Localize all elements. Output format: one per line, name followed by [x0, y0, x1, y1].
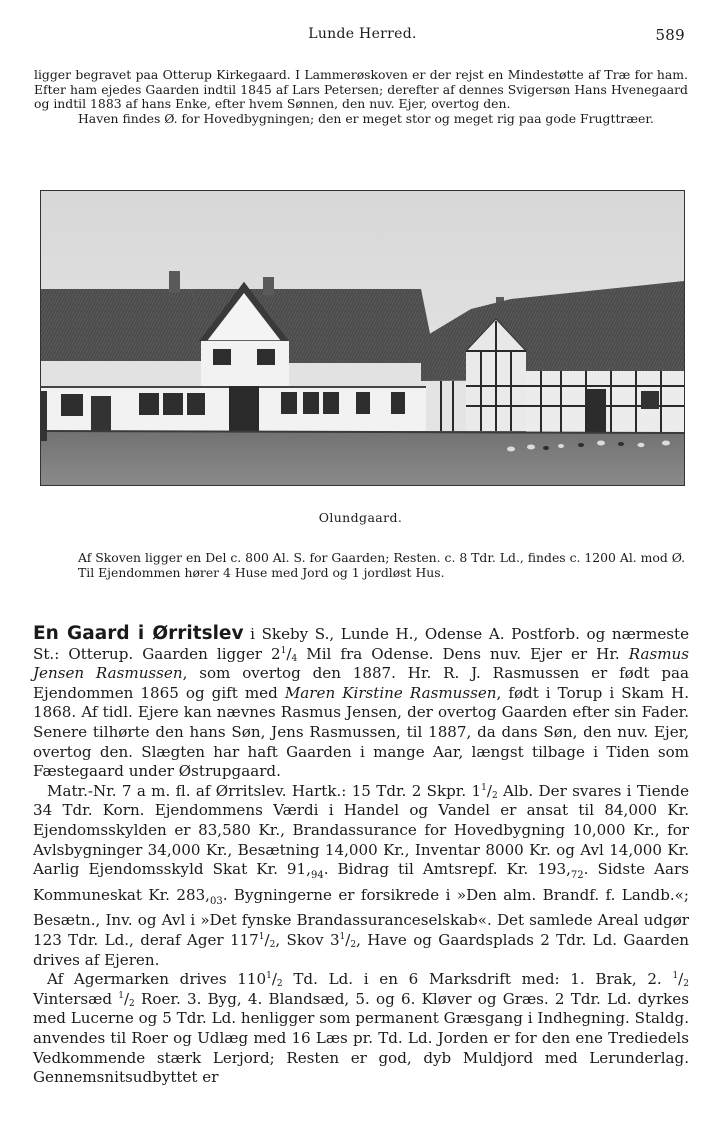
- entry-paragraph-3: [33, 970, 689, 1088]
- fraction-denominator: 2: [276, 979, 283, 990]
- running-head-title: Lunde Herred.: [308, 26, 417, 42]
- fraction: $^1/_2$: [118, 989, 135, 1009]
- text-run: Mil fra Odense. Dens nuv. Ejer er Hr.: [297, 644, 629, 663]
- fraction-denominator: 2: [491, 790, 498, 801]
- decimal-subscript: 72: [570, 870, 584, 882]
- fraction: $^1/_2$: [339, 930, 357, 950]
- entry-paragraph-2: [33, 782, 689, 970]
- page-number: 589: [655, 26, 685, 44]
- farm-photograph-illustration: [41, 191, 684, 485]
- intro-paragraph-1: ligger begravet paa Otterup Kirkegaard. I Lammerøskoven er der rejst en Mindestøtte af Træ for ham. Efter ham ejedes Gaarden indtil 1845 af Lars Petersen; derefter af dennes Svigersøn Hans Hvenegaard og indtil 1883 af hans Enke, efter hvem Sønnen, den nuv. Ejer, overtog den.: [34, 67, 688, 111]
- text-run: . Sidste Aars Kommuneskat Kr. 283,: [33, 860, 689, 904]
- running-head: [40, 26, 685, 46]
- fraction-numerator: 1: [118, 990, 124, 1001]
- fraction: $^1/_4$: [280, 644, 298, 664]
- fraction-numerator: 1: [258, 931, 265, 942]
- intro-paragraph-2: Haven findes Ø. for Hovedbygningen; den er meget stor og meget rig paa gode Frugttræer.: [78, 110, 654, 126]
- text-run: i Skeby S., Lunde H., Odense A. Postforb. og nærmeste St.: Otterup. Gaarden ligger 2: [33, 625, 689, 663]
- text-run: , Have og Gaardsplads 2 Tdr. Ld. Gaarden drives af Ejeren.: [33, 930, 689, 969]
- text-run: . Bidrag til Amtsrepf. Kr. 193,: [323, 860, 571, 879]
- text-run: , som overtog den 1887. Hr. R. J. Rasmussen er født paa Ejendommen 1865 og gift med: [33, 664, 689, 702]
- fraction: $^1/_2$: [258, 930, 276, 950]
- decimal-subscript: 94: [310, 870, 324, 882]
- fraction-numerator: 1: [266, 971, 272, 982]
- text-run: Af Agermarken drives 110: [47, 970, 267, 989]
- text-run: Alb. Der svares i Tiende 34 Tdr. Korn. Ejendommens Værdi i Handel og Vandel er ansat til 84,000 Kr. Ejendomsskylden er 83,580 Kr., Brandassurance for Hovedbygning 10,000 Kr., for Avlsbygninger 34,000 Kr., Besætning 14,000 Kr., Inventar 8000 Kr. og Avl 14,000 Kr. Aarlig Ejendomsskyld Skat Kr. 91,: [33, 781, 689, 879]
- entry-heading: En Gaard i Ørritslev: [33, 623, 244, 644]
- fraction-numerator: 1: [481, 782, 487, 793]
- fraction-denominator: 2: [683, 979, 689, 990]
- post-photo-text: [34, 551, 688, 580]
- fraction-numerator: 1: [280, 645, 287, 656]
- fraction-denominator: 2: [129, 998, 135, 1009]
- text-run: . Bygningerne er forsikrede i »Den alm. Brandf. f. Landb.«; Besætn., Inv. og Avl i »Det fynske Brandassuranceselskab«. Det samlede Areal udgør 123 Tdr. Ld., deraf Ager 117: [33, 885, 689, 949]
- fraction: $^1/_2$: [672, 970, 689, 990]
- fraction-numerator: 1: [339, 931, 346, 942]
- farm-photograph: [40, 190, 685, 486]
- intro-text: [34, 68, 688, 126]
- fraction-denominator: 4: [291, 653, 298, 664]
- text-run: Roer. 3. Byg, 4. Blandsæd, 5. og 6. Kløver og Græs. 2 Tdr. Ld. dyrkes med Lucerne og 5 Tdr. Ld. henligger som permanent Græsgang i Indhegning. Staldg. anvendes til Roer og Udlæg med 16 Læs pr. Td. Ld. Jorden er for den ene Trediedels Vedkommende stærk Lerjord; Resten er god, dyb Muldjord med Lerunderlag. Gennemsnitsudbyttet er: [33, 989, 689, 1087]
- entry-paragraph-1: [33, 624, 689, 782]
- wife-name: Maren Kirstine Rasmussen: [284, 683, 497, 702]
- owner-name: Rasmus Jensen Rasmussen: [33, 644, 689, 683]
- fraction-numerator: 1: [672, 971, 679, 982]
- text-run: Td. Ld. i en 6 Marksdrift med: 1. Brak, 2.: [282, 970, 673, 989]
- photo-caption: Olundgaard.: [318, 510, 403, 525]
- fraction: $^1/_2$: [481, 781, 498, 801]
- text-run: , Skov 3: [275, 930, 340, 949]
- text-run: Vintersæd: [33, 989, 119, 1008]
- fraction-denominator: 2: [269, 939, 276, 950]
- main-entry: [33, 624, 689, 1088]
- decimal-subscript: 03: [209, 895, 223, 907]
- fraction: $^1/_2$: [266, 970, 283, 990]
- text-run: Matr.-Nr. 7 a m. fl. af Ørritslev. Hartk.: 15 Tdr. 2 Skpr. 1: [47, 781, 482, 800]
- forest-paragraph: Af Skoven ligger en Del c. 800 Al. S. for Gaarden; Resten. c. 8 Tdr. Ld., findes c. 1200 Al. mod Ø.: [78, 550, 686, 565]
- fraction-denominator: 2: [350, 939, 357, 950]
- houses-paragraph: Til Ejendommen hører 4 Huse med Jord og 1 jordløst Hus.: [78, 564, 445, 580]
- text-run: , født i Torup i Skam H. 1868. Af tidl. Ejere kan nævnes Rasmus Jensen, der overtog Gaarden efter sin Fader. Senere tilhørte den hans Søn, Jens Rasmussen, til 1887, da dans Søn, den nuv. Ejer, overtog den. Slægten har haft Gaarden i mange Aar, længst tilbage i Tiden som Fæstegaard under Østrupgaard.: [33, 683, 689, 781]
